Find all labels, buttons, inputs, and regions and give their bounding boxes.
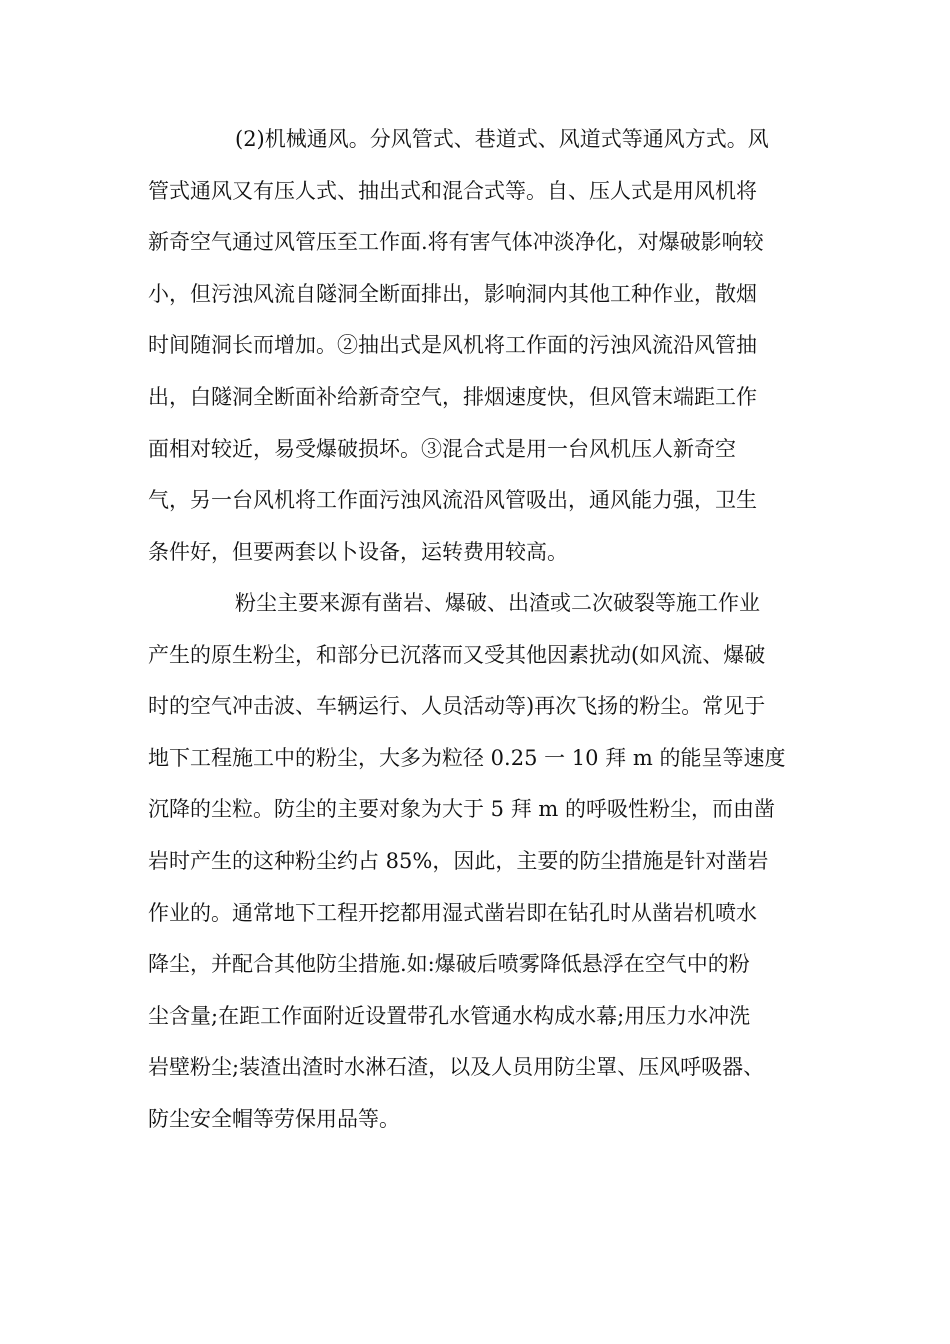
text-line: 条件好，但要两套以卜设备，运转费用较高。 (148, 539, 568, 564)
text-line: 产生的原生粉尘，和部分已沉落而又受其他因素扰动(如风流、爆破 (148, 642, 766, 667)
text-line: 气，另一台风机将工作面污浊风流沿风管吸出，通风能力强，卫生 (148, 488, 757, 513)
text-line: 面相对较近，易受爆破损坏。③混合式是用一台风机压人新奇空 (148, 436, 736, 461)
text-line: 时间随洞长而增加。②抽出式是风机将工作面的污浊风流沿风管抽 (148, 333, 757, 358)
text-line: 小，但污浊风流自隧洞全断面排出，影响洞内其他工种作业，散烟 (148, 281, 757, 306)
text-line: 出，白隧洞全断面补给新奇空气，排烟速度快，但风管末端距工作 (148, 384, 757, 409)
paragraph-mechanical-ventilation (148, 114, 808, 578)
text-line: 尘含量;在距工作面附近设置带孔水管通水构成水幕;用压力水冲洗 (148, 1003, 751, 1028)
text-line: 时的空气冲击波、车辆运行、人员活动等)再次飞扬的粉尘。常见于 (148, 694, 766, 719)
text-line: 降尘，并配合其他防尘措施.如:爆破后喷雾降低悬浮在空气中的粉 (148, 952, 750, 977)
text-line: 管式通风又有压人式、抽出式和混合式等。自、压人式是用风机将 (148, 178, 757, 203)
text-line: (2)机械通风。分风管式、巷道式、风道式等通风方式。风 (235, 127, 769, 151)
text-line: 作业的。通常地下工程开挖都用湿式凿岩即在钻孔时从凿岩机喷水 (148, 900, 757, 925)
paragraph-dust-control (148, 578, 808, 1146)
text-line: 沉降的尘粒。防尘的主要对象为大于 5 拜 m 的呼吸性粉尘，而由凿 (148, 797, 775, 822)
text-line: 岩时产生的这种粉尘约占 85%，因此，主要的防尘措施是针对凿岩 (148, 848, 769, 873)
text-line: 粉尘主要来源有凿岩、爆破、出渣或二次破裂等施工作业 (235, 591, 760, 615)
text-line: 地下工程施工中的粉尘，大多为粒径 0.25 一 10 拜 m 的能呈等速度 (148, 745, 786, 770)
text-line: 新奇空气通过风管压至工作面.将有害气体冲淡净化，对爆破影响较 (148, 230, 764, 255)
text-line: 防尘安全帽等劳保用品等。 (148, 1106, 400, 1131)
text-line: 岩壁粉尘;装渣出渣时水淋石渣，以及人员用防尘罩、压风呼吸器、 (148, 1055, 765, 1080)
